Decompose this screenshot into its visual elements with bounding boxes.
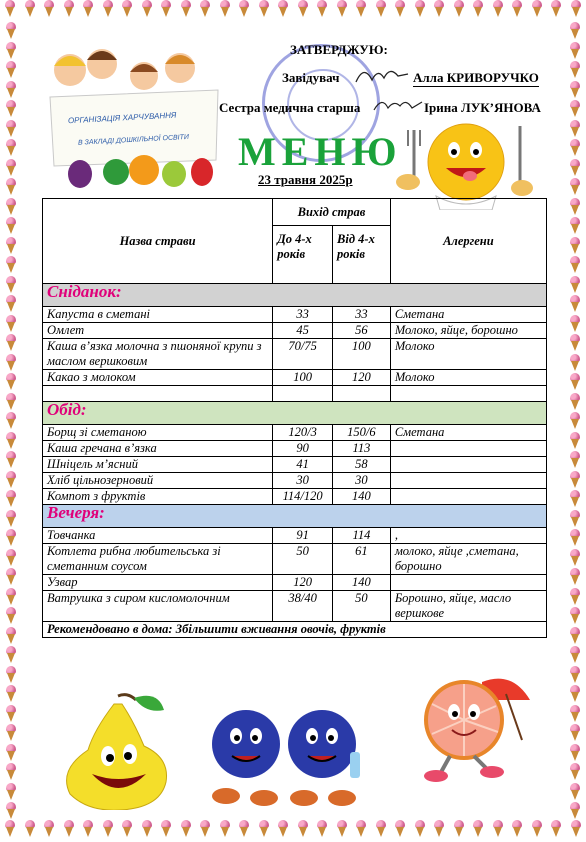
ice-cream-cone-icon (297, 0, 309, 18)
table-row (43, 457, 547, 473)
portion-under-4: 38/40 (273, 591, 333, 622)
ice-cream-cone-icon (160, 0, 172, 18)
ice-cream-cone-icon (5, 295, 17, 313)
ice-cream-cone-icon (569, 744, 581, 762)
dish-name: Капуста в сметані (43, 307, 273, 323)
director-signature (352, 62, 412, 86)
ice-cream-cone-icon (569, 588, 581, 606)
portion-over-4: 33 (333, 307, 391, 323)
dish-name: Котлета рибна любительська зі сметанним соусом (43, 544, 273, 575)
ice-cream-cone-icon (569, 685, 581, 703)
ice-cream-cone-icon (569, 646, 581, 664)
ice-cream-cone-icon (569, 393, 581, 411)
ice-cream-cone-icon (5, 451, 17, 469)
section-title: Сніданок: (43, 284, 547, 307)
ice-cream-cone-icon (5, 490, 17, 508)
ice-cream-cone-icon (5, 100, 17, 118)
menu-table (42, 198, 547, 638)
ice-cream-cone-icon (43, 0, 55, 18)
table-row (43, 339, 547, 370)
dish-name: Товчанка (43, 528, 273, 544)
portion-under-4: 50 (273, 544, 333, 575)
allergens-cell: Молоко (390, 339, 546, 370)
ice-cream-cone-icon (82, 0, 94, 18)
table-row (43, 425, 547, 441)
ice-cream-cone-icon (433, 0, 445, 18)
logo-line-1: ОРГАНІЗАЦІЯ ХАРЧУВАННЯ (67, 110, 177, 126)
allergens-cell (390, 473, 546, 489)
allergens-cell (390, 457, 546, 473)
section-title: Обід: (43, 402, 547, 425)
ice-cream-cone-icon (238, 820, 250, 838)
header-allergens: Алергени (390, 199, 546, 284)
dish-name: Омлет (43, 323, 273, 339)
logo-line-2: В ЗАКЛАДІ ДОШКІЛЬНОЇ ОСВІТИ (77, 133, 190, 147)
section-title: Вечеря: (43, 505, 547, 528)
ice-cream-cone-icon (569, 256, 581, 274)
ice-cream-cone-icon (569, 22, 581, 40)
ice-cream-cone-icon (5, 783, 17, 801)
ice-cream-cone-icon (569, 607, 581, 625)
dish-name: Узвар (43, 575, 273, 591)
ice-cream-cone-icon (5, 256, 17, 274)
ice-cream-cone-icon (5, 198, 17, 216)
ice-cream-cone-icon (5, 646, 17, 664)
table-row (43, 370, 547, 386)
ice-cream-cone-icon (5, 412, 17, 430)
ice-cream-cone-icon (569, 705, 581, 723)
portion-under-4: 90 (273, 441, 333, 457)
table-row (43, 323, 547, 339)
ice-cream-cone-icon (5, 471, 17, 489)
section-header (43, 505, 547, 528)
ice-cream-cone-icon (569, 237, 581, 255)
ice-cream-cone-icon (141, 820, 153, 838)
portion-under-4: 120/3 (273, 425, 333, 441)
ice-cream-cone-icon (5, 705, 17, 723)
ice-cream-cone-icon (414, 0, 426, 18)
header-output: Вихід страв (273, 199, 391, 226)
ice-cream-cone-icon (219, 0, 231, 18)
ice-cream-cone-icon (569, 81, 581, 99)
ice-cream-cone-icon (336, 0, 348, 18)
ice-cream-cone-icon (375, 0, 387, 18)
allergens-cell (390, 489, 546, 505)
ice-cream-cone-icon (5, 432, 17, 450)
ice-cream-cone-icon (102, 0, 114, 18)
portion-under-4: 70/75 (273, 339, 333, 370)
table-row (43, 489, 547, 505)
ice-cream-cone-icon (5, 120, 17, 138)
ice-cream-cone-icon (355, 0, 367, 18)
ice-cream-cone-icon (569, 568, 581, 586)
section-header (43, 284, 547, 307)
ice-cream-cone-icon (5, 744, 17, 762)
portion-under-4: 120 (273, 575, 333, 591)
ice-cream-cone-icon (5, 237, 17, 255)
ice-cream-cone-icon (531, 820, 543, 838)
ice-cream-cone-icon (160, 820, 172, 838)
table-row (43, 441, 547, 457)
ice-cream-cone-icon (5, 61, 17, 79)
dish-name: Шніцель м’ясний (43, 457, 273, 473)
ice-cream-cone-icon (569, 412, 581, 430)
dish-name: Какао з молоком (43, 370, 273, 386)
ice-cream-cone-icon (5, 724, 17, 742)
ice-cream-cone-icon (569, 315, 581, 333)
ice-cream-cone-icon (569, 178, 581, 196)
ice-cream-cone-icon (433, 820, 445, 838)
ice-cream-cone-icon (199, 820, 211, 838)
ice-cream-cone-icon (24, 820, 36, 838)
director-role: Завідувач (282, 70, 340, 85)
ice-cream-cone-icon (570, 820, 582, 838)
ice-cream-cone-icon (238, 0, 250, 18)
allergens-cell (390, 575, 546, 591)
portion-over-4: 61 (333, 544, 391, 575)
ice-cream-cone-icon (199, 0, 211, 18)
ice-cream-cone-icon (569, 627, 581, 645)
dish-name: Каша гречана в’язка (43, 441, 273, 457)
header-dish-name: Назва страви (43, 199, 273, 284)
ice-cream-cone-icon (5, 81, 17, 99)
ice-cream-cone-icon (180, 820, 192, 838)
recommendation-text: Рекомендовано в дома: Збільшити вживання овочів, фруктів (43, 622, 547, 638)
ice-cream-cone-icon (550, 820, 562, 838)
portion-over-4: 120 (333, 370, 391, 386)
border-right (564, 22, 586, 820)
ice-cream-cone-icon (5, 529, 17, 547)
allergens-cell: молоко, яйце ,сметана, борошно (390, 544, 546, 575)
ice-cream-cone-icon (5, 549, 17, 567)
portion-over-4: 30 (333, 473, 391, 489)
ice-cream-cone-icon (414, 820, 426, 838)
ice-cream-cone-icon (569, 159, 581, 177)
dish-name: Компот з фруктів (43, 489, 273, 505)
ice-cream-cone-icon (5, 685, 17, 703)
ice-cream-cone-icon (336, 820, 348, 838)
portion-over-4: 150/6 (333, 425, 391, 441)
allergens-cell: Борошно, яйце, масло вершкове (390, 591, 546, 622)
portion-under-4: 41 (273, 457, 333, 473)
ice-cream-cone-icon (5, 627, 17, 645)
ice-cream-cone-icon (24, 0, 36, 18)
portion-under-4: 91 (273, 528, 333, 544)
ice-cream-cone-icon (355, 820, 367, 838)
menu-date: 23 травня 2025р (258, 172, 353, 187)
ice-cream-cone-icon (569, 198, 581, 216)
portion-under-4: 114/120 (273, 489, 333, 505)
border-left (0, 22, 22, 820)
ice-cream-cone-icon (5, 393, 17, 411)
ice-cream-cone-icon (569, 724, 581, 742)
ice-cream-cone-icon (569, 217, 581, 235)
portion-over-4: 100 (333, 339, 391, 370)
table-row (43, 528, 547, 544)
ice-cream-cone-icon (375, 820, 387, 838)
director-name: Алла КРИВОРУЧКО (413, 70, 539, 85)
ice-cream-cone-icon (569, 510, 581, 528)
allergens-cell: Молоко (390, 370, 546, 386)
menu-title: МЕНЮ (238, 129, 403, 174)
nurse-signature (372, 92, 424, 116)
table-row (43, 544, 547, 575)
portion-under-4 (273, 386, 333, 402)
portion-over-4: 58 (333, 457, 391, 473)
ice-cream-cone-icon (316, 820, 328, 838)
smiley-chef-icon (392, 120, 542, 210)
dish-name: Борщ зі сметаною (43, 425, 273, 441)
table-row (43, 575, 547, 591)
ice-cream-cone-icon (569, 334, 581, 352)
ice-cream-cone-icon (511, 820, 523, 838)
ice-cream-cone-icon (5, 802, 17, 820)
grapefruit-character-icon (412, 670, 542, 790)
ice-cream-cone-icon (569, 42, 581, 60)
portion-over-4: 140 (333, 575, 391, 591)
ice-cream-cone-icon (5, 666, 17, 684)
ice-cream-cone-icon (258, 0, 270, 18)
ice-cream-cone-icon (511, 0, 523, 18)
ice-cream-cone-icon (5, 334, 17, 352)
ice-cream-cone-icon (569, 61, 581, 79)
ice-cream-cone-icon (102, 820, 114, 838)
ice-cream-cone-icon (297, 820, 309, 838)
allergens-cell: Молоко, яйце, борошно (390, 323, 546, 339)
portion-over-4 (333, 386, 391, 402)
ice-cream-cone-icon (453, 820, 465, 838)
ice-cream-cone-icon (550, 0, 562, 18)
recommendation-row (43, 622, 547, 638)
portion-over-4: 114 (333, 528, 391, 544)
border-bottom (0, 820, 586, 842)
ice-cream-cone-icon (4, 820, 16, 838)
ice-cream-cone-icon (316, 0, 328, 18)
ice-cream-cone-icon (180, 0, 192, 18)
ice-cream-cone-icon (569, 783, 581, 801)
ice-cream-cone-icon (277, 0, 289, 18)
ice-cream-cone-icon (569, 100, 581, 118)
ice-cream-cone-icon (277, 820, 289, 838)
ice-cream-cone-icon (5, 607, 17, 625)
ice-cream-cone-icon (63, 820, 75, 838)
portion-under-4: 33 (273, 307, 333, 323)
ice-cream-cone-icon (531, 0, 543, 18)
ice-cream-cone-icon (492, 820, 504, 838)
ice-cream-cone-icon (569, 471, 581, 489)
table-row (43, 307, 547, 323)
portion-under-4: 45 (273, 323, 333, 339)
header-under-4: До 4-х років (273, 226, 333, 284)
ice-cream-cone-icon (5, 276, 17, 294)
nutrition-logo (40, 42, 220, 192)
ice-cream-cone-icon (5, 373, 17, 391)
pear-character-icon (48, 690, 178, 810)
ice-cream-cone-icon (5, 354, 17, 372)
ice-cream-cone-icon (569, 666, 581, 684)
ice-cream-cone-icon (4, 0, 16, 18)
ice-cream-cone-icon (5, 588, 17, 606)
ice-cream-cone-icon (5, 159, 17, 177)
ice-cream-cone-icon (219, 820, 231, 838)
ice-cream-cone-icon (121, 0, 133, 18)
ice-cream-cone-icon (5, 42, 17, 60)
ice-cream-cone-icon (569, 276, 581, 294)
ice-cream-cone-icon (569, 432, 581, 450)
ice-cream-cone-icon (141, 0, 153, 18)
ice-cream-cone-icon (492, 0, 504, 18)
portion-over-4: 140 (333, 489, 391, 505)
dish-name: Ватрушка з сиром кисломолочним (43, 591, 273, 622)
ice-cream-cone-icon (569, 373, 581, 391)
ice-cream-cone-icon (472, 820, 484, 838)
portion-over-4: 113 (333, 441, 391, 457)
allergens-cell: , (390, 528, 546, 544)
ice-cream-cone-icon (569, 549, 581, 567)
blueberry-characters-icon (204, 700, 369, 812)
approve-heading: ЗАТВЕРДЖУЮ: (290, 42, 388, 57)
border-top (0, 0, 586, 22)
allergens-cell: Сметана (390, 425, 546, 441)
ice-cream-cone-icon (569, 120, 581, 138)
header-over-4: Від 4-х років (333, 226, 391, 284)
ice-cream-cone-icon (5, 315, 17, 333)
ice-cream-cone-icon (472, 0, 484, 18)
ice-cream-cone-icon (5, 139, 17, 157)
portion-under-4: 100 (273, 370, 333, 386)
ice-cream-cone-icon (569, 354, 581, 372)
dish-name: Каша в’язка молочна з пшоняної крупи з маслом вершковим (43, 339, 273, 370)
allergens-cell (390, 441, 546, 457)
portion-over-4: 50 (333, 591, 391, 622)
portion-over-4: 56 (333, 323, 391, 339)
table-row (43, 473, 547, 489)
ice-cream-cone-icon (5, 178, 17, 196)
ice-cream-cone-icon (569, 451, 581, 469)
ice-cream-cone-icon (5, 763, 17, 781)
portion-under-4: 30 (273, 473, 333, 489)
table-row (43, 386, 547, 402)
nurse-name: Ірина ЛУК’ЯНОВА (424, 100, 541, 115)
ice-cream-cone-icon (5, 22, 17, 40)
ice-cream-cone-icon (569, 529, 581, 547)
ice-cream-cone-icon (453, 0, 465, 18)
ice-cream-cone-icon (5, 510, 17, 528)
ice-cream-cone-icon (394, 0, 406, 18)
ice-cream-cone-icon (43, 820, 55, 838)
ice-cream-cone-icon (394, 820, 406, 838)
table-row (43, 591, 547, 622)
ice-cream-cone-icon (569, 295, 581, 313)
nurse-role: Сестра медична старша (219, 100, 361, 115)
ice-cream-cone-icon (570, 0, 582, 18)
ice-cream-cone-icon (569, 490, 581, 508)
ice-cream-cone-icon (82, 820, 94, 838)
allergens-cell: Сметана (390, 307, 546, 323)
ice-cream-cone-icon (121, 820, 133, 838)
ice-cream-cone-icon (63, 0, 75, 18)
ice-cream-cone-icon (5, 568, 17, 586)
ice-cream-cone-icon (258, 820, 270, 838)
dish-name: Хліб цільнозерновий (43, 473, 273, 489)
ice-cream-cone-icon (5, 217, 17, 235)
allergens-cell (390, 386, 546, 402)
ice-cream-cone-icon (569, 802, 581, 820)
section-header (43, 402, 547, 425)
ice-cream-cone-icon (569, 139, 581, 157)
ice-cream-cone-icon (569, 763, 581, 781)
